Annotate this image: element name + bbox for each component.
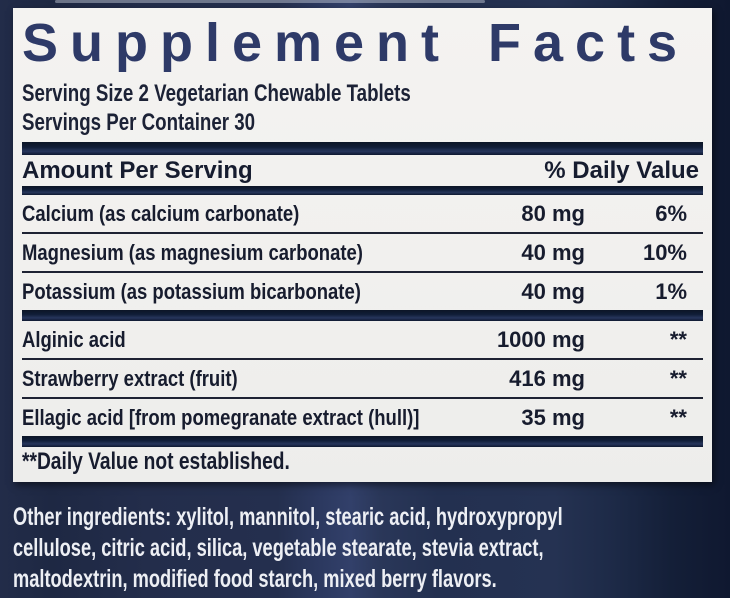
other-ingredients-line1-text: xylitol, mannitol, stearic acid, hydroxypropyl [171,503,563,531]
nutrient-name: Ellagic acid [from pomegranate extract (hull)] [22,404,420,430]
botanical-rows [22,321,703,436]
column-header-row [22,155,703,186]
serving-size-line: Serving Size 2 Vegetarian Chewable Tablets [22,80,411,107]
nutrient-row [22,321,703,360]
nutrient-name: Strawberry extract (fruit) [22,365,238,391]
panel-title: Supplement Facts [22,13,690,72]
other-ingredients-line3: maltodextrin, modified food starch, mixed berry flavors. [13,565,497,593]
other-ingredients-line1 [13,502,723,533]
nutrient-row [22,360,703,399]
section-bar-top [22,142,703,155]
section-bar-bottom [22,436,703,447]
nutrient-daily-value: ** [669,326,687,352]
nutrient-daily-value: 1% [655,278,687,304]
nutrient-amount: 80 mg [521,200,585,226]
daily-value-footnote: **Daily Value not established. [22,448,290,475]
nutrient-amount: 416 mg [509,365,585,391]
nutrient-name: Alginic acid [22,326,126,352]
section-bar-middle [22,310,703,321]
nutrient-row [22,195,703,234]
nutrient-amount: 40 mg [521,239,585,265]
daily-value-header: % Daily Value [544,156,699,184]
nutrient-amount: 1000 mg [496,326,585,352]
nutrient-name: Magnesium (as magnesium carbonate) [22,239,363,265]
nutrient-daily-value: 6% [655,200,687,226]
nutrient-row [22,273,703,310]
serving-info [22,79,703,137]
nutrient-amount: 35 mg [521,404,585,430]
nutrient-name: Potassium (as potassium bicarbonate) [22,278,361,304]
bottle-highlight [55,0,485,3]
servings-per-container-line: Servings Per Container 30 [22,109,256,136]
mineral-rows [22,195,703,310]
nutrient-row [22,234,703,273]
nutrient-name: Calcium (as calcium carbonate) [22,200,300,226]
other-ingredients-label: Other ingredients: [13,503,172,531]
other-ingredients-block [13,502,723,595]
amount-per-serving-header: Amount Per Serving [22,156,253,184]
nutrient-daily-value: ** [669,365,687,391]
nutrient-row [22,399,703,436]
header-divider-bar [22,186,703,195]
other-ingredients-line2: cellulose, citric acid, silica, vegetable stearate, stevia extract, [13,534,544,562]
nutrient-daily-value: 10% [642,239,687,265]
supplement-facts-panel [13,8,712,482]
nutrient-daily-value: ** [669,404,687,430]
nutrient-amount: 40 mg [521,278,585,304]
